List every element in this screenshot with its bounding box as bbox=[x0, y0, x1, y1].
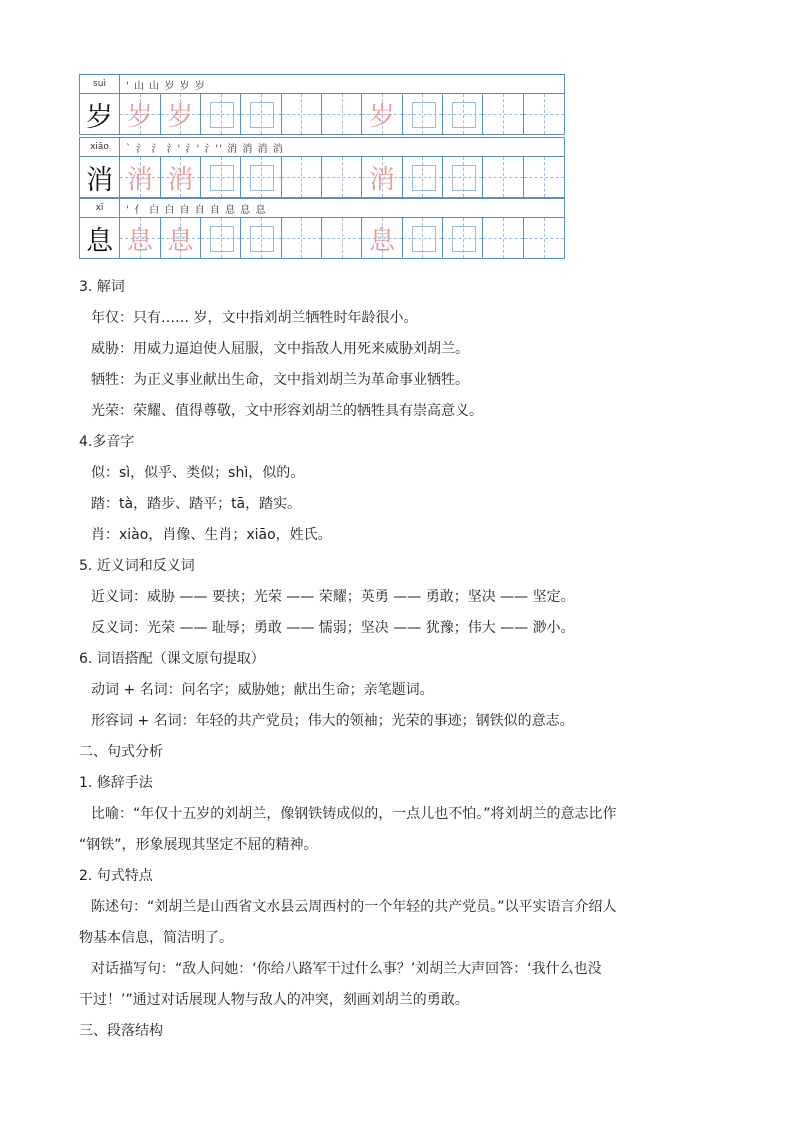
section-heading-structure: 三、段落结构 bbox=[79, 1023, 163, 1039]
stroke-step: 山 bbox=[133, 80, 145, 92]
collocation-line: 动词 + 名词：问名字；威胁她；献出生命；亲笔题词。 bbox=[91, 682, 434, 698]
pinyin-label: xiāo bbox=[80, 138, 120, 156]
section-heading-polyphone: 4.多音字 bbox=[79, 434, 135, 450]
stroke-step: 岁 bbox=[194, 80, 206, 92]
pinyin-row bbox=[79, 137, 565, 156]
stroke-step: 自 bbox=[194, 204, 206, 216]
practice-cell[interactable] bbox=[201, 157, 241, 197]
stroke-step: 山 bbox=[149, 80, 161, 92]
trace-char: 消 bbox=[161, 157, 201, 197]
practice-cell[interactable] bbox=[241, 94, 281, 134]
pinyin-label: suì bbox=[80, 75, 120, 93]
antonym-line: 反义词：光荣 —— 耻辱；勇敢 —— 懦弱；坚决 —— 犹豫；伟大 —— 渺小。 bbox=[91, 620, 575, 636]
practice-cell[interactable] bbox=[282, 157, 322, 197]
definition-line: 年仅：只有…… 岁，文中指刘胡兰牺牲时年龄很小。 bbox=[91, 310, 418, 326]
practice-cell[interactable] bbox=[483, 218, 523, 258]
practice-cell[interactable] bbox=[403, 218, 443, 258]
writing-grid bbox=[79, 156, 565, 198]
char-practice-xi bbox=[79, 198, 565, 259]
section-heading-synonyms: 5. 近义词和反义词 bbox=[79, 558, 195, 574]
pinyin-row bbox=[79, 198, 565, 217]
model-char: 消 bbox=[80, 157, 120, 197]
stroke-order bbox=[120, 140, 284, 155]
section-heading-sentence: 二、句式分析 bbox=[79, 744, 163, 760]
stroke-step: 息 bbox=[225, 204, 237, 216]
stroke-step: ` bbox=[126, 143, 132, 155]
pinyin-row bbox=[79, 74, 565, 93]
practice-cell[interactable] bbox=[201, 94, 241, 134]
stroke-step: 息 bbox=[240, 204, 252, 216]
practice-cell[interactable] bbox=[443, 157, 483, 197]
practice-cell[interactable] bbox=[322, 157, 362, 197]
stroke-step: 息 bbox=[255, 204, 267, 216]
pinyin-label: xī bbox=[80, 199, 120, 217]
stroke-step: 消 bbox=[257, 143, 269, 155]
stroke-step: 自 bbox=[209, 204, 221, 216]
writing-grid bbox=[79, 93, 565, 135]
trace-char: 岁 bbox=[362, 94, 402, 134]
practice-cell[interactable] bbox=[282, 94, 322, 134]
practice-cell[interactable] bbox=[524, 94, 564, 134]
practice-cell[interactable] bbox=[443, 94, 483, 134]
paragraph-line: 对话描写句：“敌人问她：‘你给八路军干过什么事？’刘胡兰大声回答：‘我什么也没 bbox=[91, 961, 602, 977]
trace-char: 岁 bbox=[120, 94, 160, 134]
paragraph-line: 比喻：“年仅十五岁的刘胡兰，像钢铁铸成似的，一点儿也不怕。”将刘胡兰的意志比作 bbox=[91, 806, 617, 822]
paragraph-line: 陈述句：“刘胡兰是山西省文水县云周西村的一个年轻的共产党员。”以平实语言介绍人 bbox=[91, 899, 617, 915]
practice-cell[interactable] bbox=[483, 94, 523, 134]
stroke-step: 消 bbox=[272, 143, 284, 155]
stroke-step: 消 bbox=[242, 143, 254, 155]
stroke-step: 岁 bbox=[164, 80, 176, 92]
char-practice-sui bbox=[79, 74, 565, 135]
trace-char: 息 bbox=[120, 218, 160, 258]
practice-cell[interactable] bbox=[322, 218, 362, 258]
practice-cell[interactable] bbox=[322, 94, 362, 134]
practice-cell[interactable] bbox=[483, 157, 523, 197]
paragraph-line: “钢铁”，形象展现其坚定不屈的精神。 bbox=[79, 837, 318, 853]
model-char: 岁 bbox=[80, 94, 120, 134]
stroke-step: 亻 bbox=[133, 204, 145, 216]
stroke-step: 氵' bbox=[166, 143, 182, 155]
trace-char: 息 bbox=[362, 218, 402, 258]
practice-cell[interactable] bbox=[524, 218, 564, 258]
stroke-step: 氵'' bbox=[204, 143, 223, 155]
stroke-order bbox=[120, 201, 266, 216]
stroke-step: 消 bbox=[227, 143, 239, 155]
practice-cell[interactable] bbox=[524, 157, 564, 197]
practice-cell[interactable] bbox=[241, 157, 281, 197]
practice-cell[interactable] bbox=[403, 94, 443, 134]
practice-cell[interactable] bbox=[241, 218, 281, 258]
trace-char: 消 bbox=[120, 157, 160, 197]
trace-char: 岁 bbox=[161, 94, 201, 134]
synonym-line: 近义词：威胁 —— 要挟；光荣 —— 荣耀；英勇 —— 勇敢；坚决 —— 坚定。 bbox=[91, 589, 575, 605]
writing-grid bbox=[79, 217, 565, 259]
paragraph-line: 干过！’”通过对话展现人物与敌人的冲突，刻画刘胡兰的勇敢。 bbox=[79, 992, 469, 1008]
trace-char: 消 bbox=[362, 157, 402, 197]
stroke-step: 岁 bbox=[179, 80, 191, 92]
stroke-step: 自 bbox=[179, 204, 191, 216]
model-char: 息 bbox=[80, 218, 120, 258]
stroke-step: 氵 bbox=[136, 143, 148, 155]
practice-cell[interactable] bbox=[282, 218, 322, 258]
practice-cell[interactable] bbox=[201, 218, 241, 258]
char-practice-xiao bbox=[79, 137, 565, 198]
subheading-rhetoric: 1. 修辞手法 bbox=[79, 775, 153, 791]
practice-cell[interactable] bbox=[443, 218, 483, 258]
collocation-line: 形容词 + 名词：年轻的共产党员；伟大的领袖；光荣的事迹；钢铁似的意志。 bbox=[91, 713, 574, 729]
definition-line: 威胁：用威力逼迫使人屈服，文中指敌人用死来威胁刘胡兰。 bbox=[91, 341, 469, 357]
stroke-step: ' bbox=[126, 204, 130, 216]
practice-cell[interactable] bbox=[403, 157, 443, 197]
definition-line: 牺牲：为正义事业献出生命，文中指刘胡兰为革命事业牺牲。 bbox=[91, 372, 469, 388]
stroke-step: 白 bbox=[164, 204, 176, 216]
polyphone-line: 肖：xiào，肖像、生肖；xiāo，姓氏。 bbox=[91, 527, 332, 543]
stroke-step: 氵' bbox=[185, 143, 201, 155]
stroke-step: 氵 bbox=[151, 143, 163, 155]
stroke-step: 白 bbox=[149, 204, 161, 216]
section-heading-vocab: 3. 解词 bbox=[79, 279, 125, 295]
polyphone-line: 踏：tà，踏步、踏平；tā，踏实。 bbox=[91, 496, 302, 512]
trace-char: 息 bbox=[161, 218, 201, 258]
stroke-step: ' bbox=[126, 80, 130, 92]
definition-line: 光荣：荣耀、值得尊敬，文中形容刘胡兰的牺牲具有崇高意义。 bbox=[91, 403, 483, 419]
stroke-order bbox=[120, 77, 206, 92]
section-heading-collocation: 6. 词语搭配（课文原句提取） bbox=[79, 651, 265, 667]
polyphone-line: 似：sì，似乎、类似；shì，似的。 bbox=[91, 465, 305, 481]
subheading-sentence-features: 2. 句式特点 bbox=[79, 868, 153, 884]
paragraph-line: 物基本信息，简洁明了。 bbox=[79, 930, 233, 946]
